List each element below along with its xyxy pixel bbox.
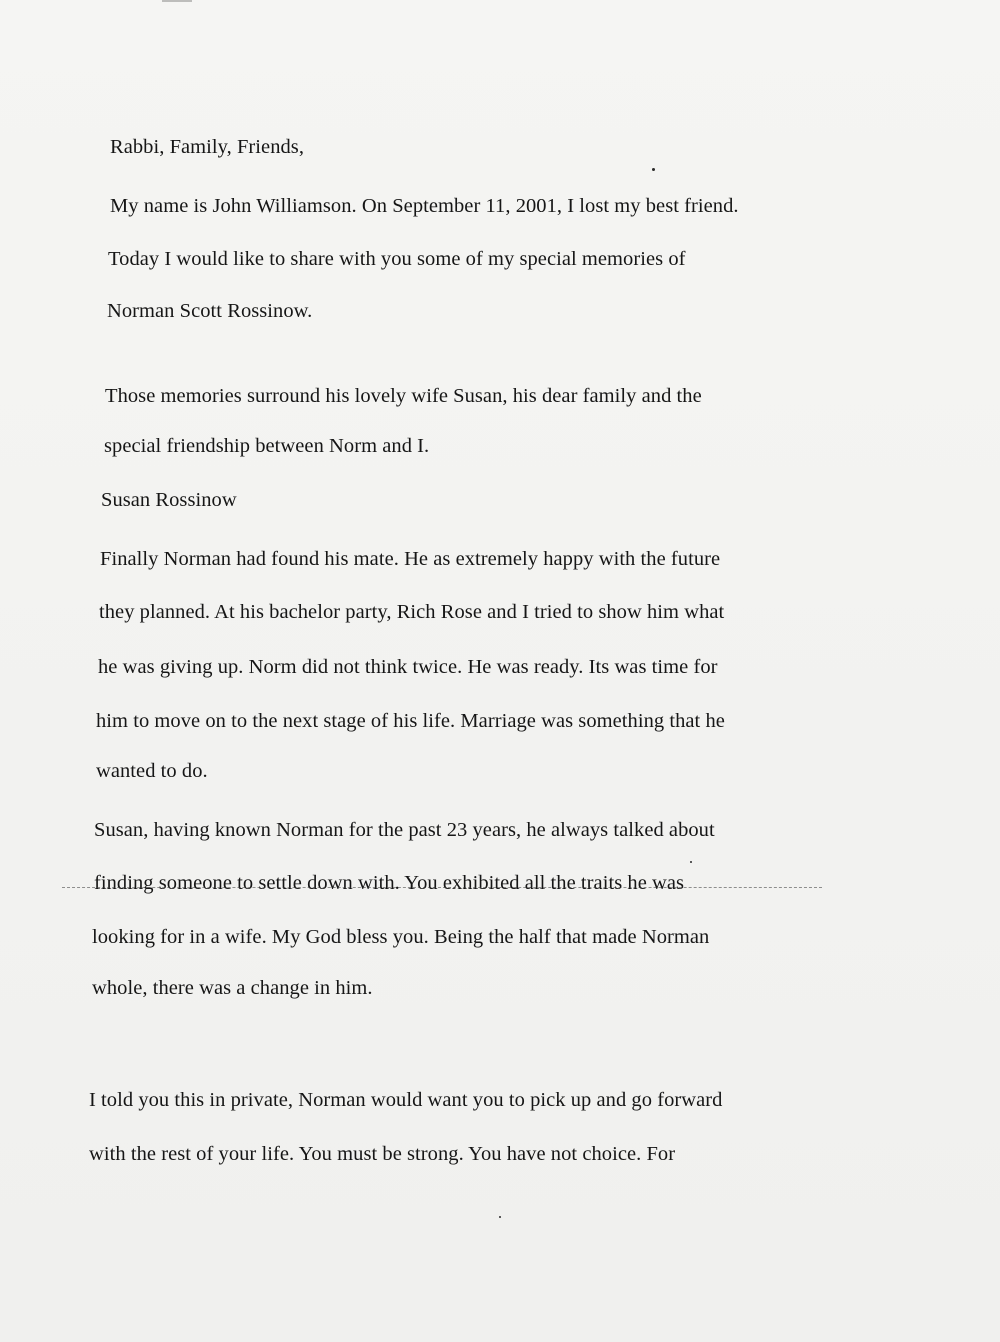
body-line: Susan, having known Norman for the past 23 years, he always talked about bbox=[94, 819, 715, 841]
body-line: Finally Norman had found his mate. He as extremely happy with the future bbox=[100, 548, 721, 570]
ink-speck bbox=[652, 168, 655, 171]
salutation-line: Rabbi, Family, Friends, bbox=[110, 136, 304, 158]
body-line: him to move on to the next stage of his life. Marriage was something that he bbox=[96, 710, 725, 732]
body-line: with the rest of your life. You must be strong. You have not choice. For bbox=[89, 1143, 676, 1165]
section-heading: Susan Rossinow bbox=[101, 489, 237, 511]
body-line: looking for in a wife. My God bless you. Being the half that made Norman bbox=[92, 926, 710, 948]
scan-artifact-line bbox=[62, 887, 822, 889]
body-line: finding someone to settle down with. You exhibited all the traits he was bbox=[94, 872, 685, 894]
body-line: wanted to do. bbox=[96, 760, 208, 782]
ink-speck bbox=[499, 1216, 501, 1218]
body-line: I told you this in private, Norman would want you to pick up and go forward bbox=[89, 1089, 723, 1111]
body-line: Norman Scott Rossinow. bbox=[107, 300, 313, 322]
ink-speck bbox=[690, 861, 692, 863]
body-line: he was giving up. Norm did not think twice. He was ready. Its was time for bbox=[98, 656, 718, 678]
body-line: Today I would like to share with you some of my special memories of bbox=[108, 248, 686, 270]
body-line: special friendship between Norm and I. bbox=[104, 435, 430, 457]
body-line: they planned. At his bachelor party, Rich Rose and I tried to show him what bbox=[99, 601, 725, 623]
body-line: My name is John Williamson. On September 11, 2001, I lost my best friend. bbox=[110, 195, 739, 217]
body-line: Those memories surround his lovely wife Susan, his dear family and the bbox=[105, 385, 702, 407]
body-line: whole, there was a change in him. bbox=[92, 977, 373, 999]
